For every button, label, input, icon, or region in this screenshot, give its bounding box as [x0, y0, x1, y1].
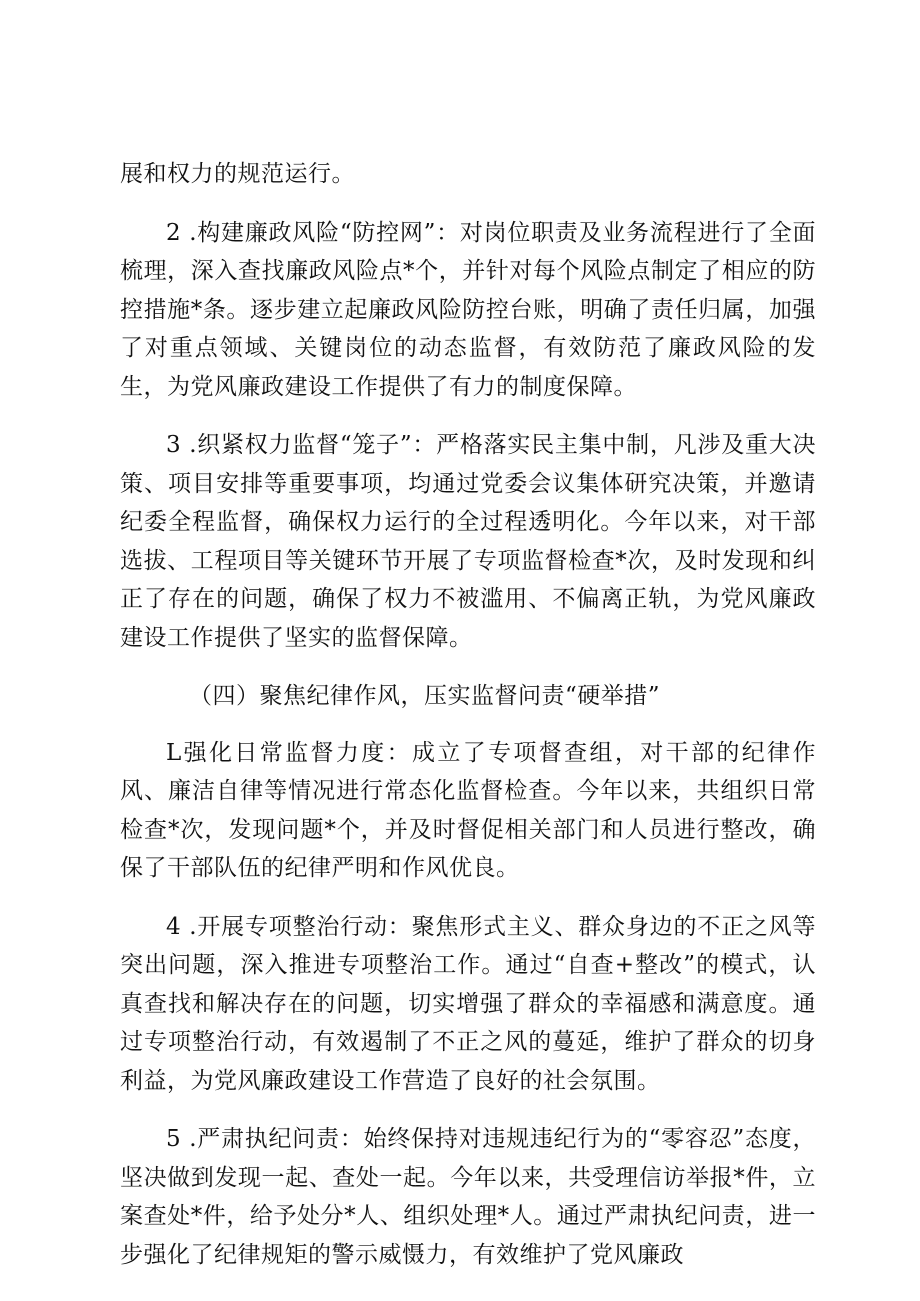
paragraph-discipline-accountability: 5 .严肃执纪问责：始终保持对违规违纪行为的“零容忍”态度，坚决做到发现一起、查处一起。今年以来，共受理信访举报*件，立案查处*件，给予处分*人、组织处理*人。通过严肃执纪问责，进一步强化了纪律规矩的警示威慑力，有效维护了党风廉政 [120, 1126, 816, 1268]
paragraph-daily-supervision: L强化日常监督力度：成立了专项督查组，对干部的纪律作风、廉洁自律等情况进行常态化监督检查。今年以来，共组织日常检查*次，发现问题*个，并及时督促相关部门和人员进行整改，确保了干部队伍的纪律严明和作风优良。 [120, 739, 816, 881]
paragraph-special-rectification: 4 .开展专项整治行动：聚焦形式主义、群众身边的不正之风等突出问题，深入推进专项整治工作。通过“自查+整改”的模式，认真查找和解决存在的问题，切实增强了群众的幸福感和满意度。通过专项整治行动，有效遏制了不正之风的蔓延，维护了群众的切身利益，为党风廉政建设工作营造了良好的社会氛围。 [120, 913, 816, 1094]
section-heading: （四）聚焦纪律作风，压实监督问责“硬举措” [189, 683, 661, 709]
paragraph-continuation: 展和权力的规范运行。 [120, 161, 355, 187]
paragraph-power-supervision: 3 .织紧权力监督“笼子”：严格落实民主集中制，凡涉及重大决策、项目安排等重要事项，均通过党委会议集体研究决策，并邀请纪委全程监督，确保权力运行的全过程透明化。今年以来，对干部选拔、工程项目等关键环节开展了专项监督检查*次，及时发现和纠正了存在的问题，确保了权力不被滥用、不偏离正轨，为党风廉政建设工作提供了坚实的监督保障。 [120, 432, 816, 651]
paragraph-risk-control: 2 .构建廉政风险“防控网”：对岗位职责及业务流程进行了全面梳理，深入查找廉政风险点*个，并针对每个风险点制定了相应的防控措施*条。逐步建立起廉政风险防控台账，明确了责任归属，加强了对重点领域、关键岗位的动态监督，有效防范了廉政风险的发生，为党风廉政建设工作提供了有力的制度保障。 [120, 219, 816, 400]
